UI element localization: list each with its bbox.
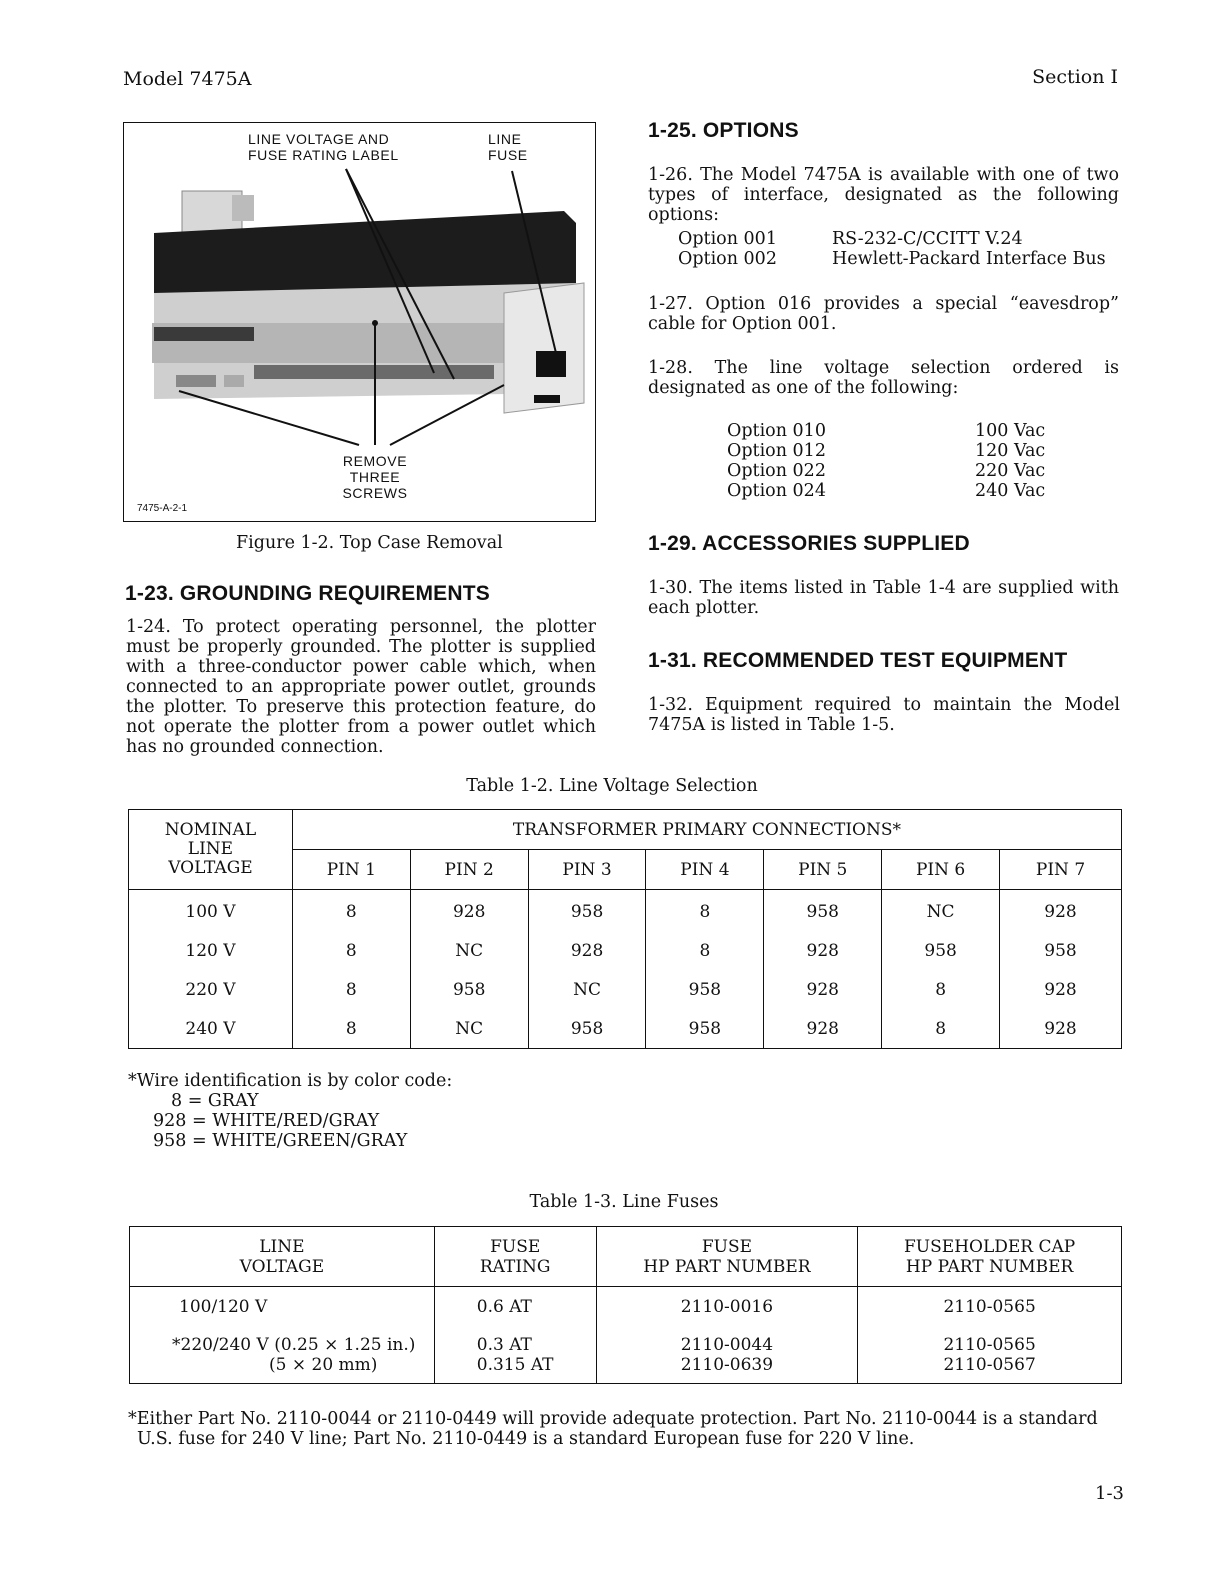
col-pin: PIN 5 — [764, 850, 882, 890]
running-header-section: Section I — [1032, 66, 1118, 88]
table3-title: Table 1-3. Line Fuses — [529, 1192, 719, 1212]
cell-rating — [434, 1327, 596, 1384]
table-row — [129, 970, 1122, 1009]
interface-options-list — [678, 229, 1118, 269]
cell-pin: 928 — [764, 931, 882, 970]
cell-pin: 928 — [764, 1009, 882, 1049]
voltage-option-value: 220 Vac — [975, 461, 1046, 481]
cell-pin: 958 — [882, 931, 1000, 970]
label-line-voltage-line1: LINE VOLTAGE AND — [248, 131, 390, 147]
footnote-title: *Wire identification is by color code: — [128, 1071, 453, 1091]
col-nominal-line2: LINE — [187, 839, 234, 859]
header-line1: FUSE — [490, 1236, 541, 1257]
label-line-voltage — [248, 131, 399, 163]
figure-top-case-removal — [123, 122, 596, 522]
voltage-option-value: 120 Vac — [975, 441, 1046, 461]
heading-grounding: 1-23. GROUNDING REQUIREMENTS — [125, 582, 490, 605]
cell-pin: 958 — [646, 1009, 764, 1049]
interface-option-name: Option 002 — [678, 249, 777, 269]
cell-voltage — [130, 1287, 435, 1328]
header-line2: VOLTAGE — [239, 1256, 325, 1277]
table2-footnote — [128, 1071, 452, 1151]
col-pin: PIN 3 — [528, 850, 646, 890]
color-code-item: 958 = WHITE/GREEN/GRAY — [153, 1131, 408, 1151]
cell-pin: 928 — [528, 931, 646, 970]
col-pin: PIN 2 — [410, 850, 528, 890]
cell-pin: 8 — [646, 931, 764, 970]
cell-pin: 958 — [528, 890, 646, 932]
heading-options: 1-25. OPTIONS — [648, 119, 799, 142]
header-line2: HP PART NUMBER — [905, 1256, 1074, 1277]
cell-pin: 958 — [646, 970, 764, 1009]
table-line-voltage-selection — [128, 809, 1122, 1049]
cell-pin: 928 — [410, 890, 528, 932]
interface-option-row — [678, 229, 1118, 249]
interface-option-row — [678, 249, 1118, 269]
cell-voltage-line: (5 × 20 mm) — [269, 1355, 378, 1375]
label-remove-screws — [334, 453, 416, 501]
col-pin: PIN 1 — [292, 850, 410, 890]
col-pin: PIN 6 — [882, 850, 1000, 890]
voltage-option-row — [727, 421, 1067, 441]
cell-fuse-part-line: 2110-0016 — [680, 1297, 774, 1317]
running-header-model: Model 7475A — [123, 68, 252, 90]
label-line-fuse — [488, 131, 528, 163]
table-row — [130, 1287, 1122, 1328]
header-line1: FUSE — [701, 1236, 753, 1257]
voltage-option-name: Option 012 — [727, 441, 826, 461]
cell-pin: NC — [882, 890, 1000, 932]
cell-pin: 8 — [882, 970, 1000, 1009]
voltage-option-row — [727, 441, 1067, 461]
cell-pin: 8 — [292, 970, 410, 1009]
label-screws-line2: THREE — [349, 469, 401, 485]
paragraph-accessories: 1-30. The items listed in Table 1-4 are supplied with each plotter. — [648, 578, 1119, 618]
cell-rating — [434, 1287, 596, 1328]
cell-voltage-line: 100/120 V — [179, 1297, 268, 1317]
voltage-options-list — [727, 421, 1067, 501]
col-nominal-line3: VOLTAGE — [168, 858, 253, 878]
cell-voltage: 240 V — [129, 1009, 293, 1049]
col-pin: PIN 7 — [1000, 850, 1122, 890]
col-fuseholder-part — [858, 1227, 1122, 1287]
figure-id: 7475-A-2-1 — [137, 503, 188, 514]
cell-fuse-part — [596, 1327, 858, 1384]
label-line-voltage-line2: FUSE RATING LABEL — [248, 147, 399, 163]
cell-pin: 8 — [292, 931, 410, 970]
table-row — [130, 1327, 1122, 1384]
cell-pin: 958 — [528, 1009, 646, 1049]
color-code-item: 928 = WHITE/RED/GRAY — [153, 1111, 380, 1131]
cell-pin: 958 — [764, 890, 882, 932]
col-nominal-line1: NOMINAL — [164, 820, 257, 840]
table-row — [129, 890, 1122, 932]
paragraph-test-equipment: 1-32. Equipment required to maintain the Model 7475A is listed in Table 1-5. — [648, 695, 1120, 735]
cell-rating-line: 0.3 AT — [476, 1335, 532, 1355]
paragraph-grounding: 1-24. To protect operating personnel, the plotter must be properly grounded. The plotter is supplied with a three-conductor power cable which, when connected to an appropriate power outlet, grounds the plotter. To preserve this protection feature, do not operate the plotter from a power outlet which has no grounded connection. — [126, 617, 596, 757]
cell-voltage: 220 V — [129, 970, 293, 1009]
interface-option-desc: RS-232-C/CCITT V.24 — [832, 229, 1023, 249]
voltage-option-name: Option 024 — [727, 481, 826, 501]
page-number: 1-3 — [1095, 1483, 1124, 1504]
cell-voltage — [130, 1327, 435, 1384]
cell-voltage-line: *220/240 V (0.25 × 1.25 in.) — [172, 1335, 416, 1355]
cell-pin: 928 — [1000, 890, 1122, 932]
cell-cap-part-line: 2110-0565 — [943, 1297, 1036, 1317]
label-screws-line1: REMOVE — [342, 453, 408, 469]
group-header-transformer: TRANSFORMER PRIMARY CONNECTIONS* — [292, 810, 1121, 850]
table2-title: Table 1-2. Line Voltage Selection — [466, 776, 758, 796]
label-screws-line3: SCREWS — [342, 485, 408, 501]
paragraph-options-interface: 1-26. The Model 7475A is available with one of two types of interface, designated as the following options: — [648, 165, 1119, 225]
voltage-option-name: Option 010 — [727, 421, 826, 441]
paragraph-eavesdrop: 1-27. Option 016 provides a special “eavesdrop” cable for Option 001. — [648, 294, 1119, 334]
paragraph-line-voltage: 1-28. The line voltage selection ordered is designated as one of the following: — [648, 358, 1119, 398]
table-row — [129, 1009, 1122, 1049]
cell-fuse-part — [596, 1287, 858, 1328]
cell-pin: 928 — [764, 970, 882, 1009]
voltage-option-row — [727, 481, 1067, 501]
voltage-option-value: 100 Vac — [975, 421, 1046, 441]
cell-rating-line: 0.6 AT — [476, 1297, 532, 1317]
cell-pin: 8 — [292, 1009, 410, 1049]
table3-footnote: *Either Part No. 2110-0044 or 2110-0449 will provide adequate protection. Part No. 2110-0044 is a standard U.S. fuse for 240 V line; Part No. 2110-0449 is a standard European fuse for 220 V line. — [128, 1409, 1098, 1449]
cell-cap-part-line: 2110-0567 — [943, 1355, 1036, 1375]
col-fuse-part — [596, 1227, 858, 1287]
cell-pin: 928 — [1000, 1009, 1122, 1049]
col-pin: PIN 4 — [646, 850, 764, 890]
col-line-voltage — [130, 1227, 435, 1287]
cell-pin: 8 — [882, 1009, 1000, 1049]
color-code-item: 8 = GRAY — [171, 1091, 259, 1111]
header-line2: HP PART NUMBER — [643, 1256, 811, 1277]
cell-pin: 8 — [646, 890, 764, 932]
cell-pin: 958 — [410, 970, 528, 1009]
table-line-fuses — [129, 1226, 1122, 1384]
header-line1: FUSEHOLDER CAP — [904, 1236, 1076, 1257]
header-line2: RATING — [479, 1256, 551, 1277]
cell-fuse-part-line: 2110-0044 — [680, 1335, 774, 1355]
voltage-option-row — [727, 461, 1067, 481]
cell-pin: NC — [528, 970, 646, 1009]
figure-caption: Figure 1-2. Top Case Removal — [236, 533, 503, 553]
cell-pin: 958 — [1000, 931, 1122, 970]
interface-option-name: Option 001 — [678, 229, 777, 249]
col-nominal-voltage — [129, 810, 293, 890]
label-line-fuse-line1: LINE — [488, 131, 522, 147]
interface-option-desc: Hewlett-Packard Interface Bus — [832, 249, 1106, 269]
header-line1: LINE — [259, 1236, 305, 1257]
cell-pin: 928 — [1000, 970, 1122, 1009]
cell-cap-part-line: 2110-0565 — [943, 1335, 1036, 1355]
cell-pin: NC — [410, 931, 528, 970]
table-row — [129, 931, 1122, 970]
cell-pin: NC — [410, 1009, 528, 1049]
cell-fuse-part-line: 2110-0639 — [680, 1355, 774, 1375]
cell-cap-part — [858, 1327, 1122, 1384]
cell-pin: 8 — [292, 890, 410, 932]
label-line-fuse-line2: FUSE — [488, 147, 528, 163]
cell-cap-part — [858, 1287, 1122, 1328]
heading-accessories: 1-29. ACCESSORIES SUPPLIED — [648, 532, 970, 555]
voltage-option-value: 240 Vac — [975, 481, 1046, 501]
cell-voltage: 100 V — [129, 890, 293, 932]
cell-rating-line: 0.315 AT — [476, 1355, 554, 1375]
voltage-option-name: Option 022 — [727, 461, 826, 481]
cell-voltage: 120 V — [129, 931, 293, 970]
col-fuse-rating — [434, 1227, 596, 1287]
heading-test-equipment: 1-31. RECOMMENDED TEST EQUIPMENT — [648, 649, 1068, 672]
